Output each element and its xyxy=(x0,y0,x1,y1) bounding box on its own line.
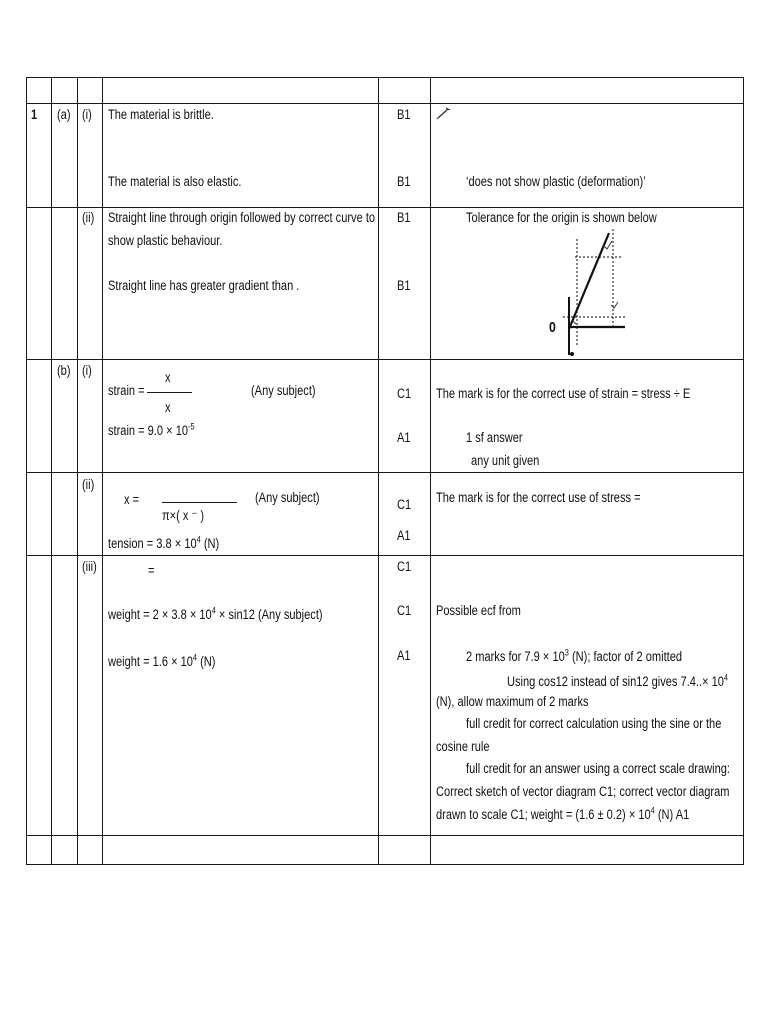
subpart-label-a-i: (i) xyxy=(82,107,92,122)
stress-eq-lhs: x = xyxy=(124,492,140,507)
table-rule xyxy=(26,555,743,556)
answer-a-i-1: The material is brittle. xyxy=(108,107,214,122)
table-rule xyxy=(430,77,431,865)
table-rule xyxy=(26,472,743,473)
subpart-label-b-ii: (ii) xyxy=(82,477,95,492)
pencil-icon xyxy=(436,106,452,125)
part-label-b: (b) xyxy=(57,363,71,378)
weight-result: weight = $1.6 \times 10^4$ (N) xyxy=(108,652,216,669)
guidance-b-i-3: any unit given xyxy=(471,453,540,468)
mark-a-ii-1: B1 xyxy=(397,210,411,225)
strain-lhs: strain = xyxy=(108,383,145,398)
guidance-b-iii-cos-line2: (N), allow maximum of 2 marks xyxy=(436,694,589,709)
table-rule xyxy=(26,359,743,360)
part-label-a: (a) xyxy=(57,107,71,122)
tension-result: tension = $3.8 \times 10^4$ (N) xyxy=(108,534,220,551)
mark-a-ii-2: B1 xyxy=(397,278,411,293)
any-subject-b-i: (Any subject) xyxy=(251,383,316,398)
guidance-a-i: ‘does not show plastic (deformation)’ xyxy=(466,174,646,189)
guidance-b-i-1: The mark is for the correct use of strain = stress ÷ E xyxy=(436,386,691,401)
guidance-b-iii-full1-line2: cosine rule xyxy=(436,739,490,754)
any-subject-b-ii: (Any subject) xyxy=(255,490,320,505)
sketch-origin-label: 0 xyxy=(549,319,556,336)
mark-b-i-1: C1 xyxy=(397,386,412,401)
answer-a-ii-1-line2: show plastic behaviour. xyxy=(108,233,223,248)
strain-result: strain = $9.0 \times 10^{-5}$ xyxy=(108,421,195,438)
weight-equation: weight = $2 \times 3.8 \times 10^4 \times \sin 12$ (Any subject) xyxy=(108,605,323,622)
subpart-label-b-iii: (iii) xyxy=(82,559,97,574)
guidance-b-iii-2marks: 2 marks for $7.9 \times 10^3$ (N); factor of 2 omitted xyxy=(466,647,683,664)
guidance-b-iii-full2-line2: Correct sketch of vector diagram C1; correct vector diagram xyxy=(436,784,730,799)
table-rule xyxy=(26,835,743,836)
mark-b-iii-2: C1 xyxy=(397,603,412,618)
guidance-a-ii: Tolerance for the origin is shown below xyxy=(466,210,657,225)
table-rule xyxy=(26,103,743,104)
mark-b-iii-1: C1 xyxy=(397,559,412,574)
fraction-bar xyxy=(162,502,237,503)
guidance-b-i-2: 1 sf answer xyxy=(466,430,523,445)
table-rule xyxy=(102,77,103,865)
answer-a-i-2: The material is also elastic. xyxy=(108,174,242,189)
guidance-b-iii-full2-line3: drawn to scale C1; weight = $(1.6 \pm 0.2) \times 10^4$ (N) A1 xyxy=(436,805,690,822)
table-rule xyxy=(77,77,78,865)
origin-tolerance-sketch xyxy=(545,227,630,357)
question-number: 1 xyxy=(31,107,38,122)
guidance-b-ii: The mark is for the correct use of stress = xyxy=(436,490,641,505)
answer-a-ii-2: Straight line has greater gradient than . xyxy=(108,278,300,293)
table-rule xyxy=(26,207,743,208)
subpart-label-b-i: (i) xyxy=(82,363,92,378)
strain-frac-numerator: x xyxy=(165,370,171,385)
mark-a-i-2: B1 xyxy=(397,174,411,189)
answer-a-ii-1-line1: Straight line through origin followed by correct curve to xyxy=(108,210,376,225)
table-rule xyxy=(743,77,744,865)
guidance-b-iii-full2: full credit for an answer using a correct scale drawing: xyxy=(466,761,730,776)
subpart-label-a-ii: (ii) xyxy=(82,210,95,225)
mark-a-i-1: B1 xyxy=(397,107,411,122)
table-rule xyxy=(26,77,743,78)
table-rule xyxy=(51,77,52,865)
table-rule xyxy=(26,77,27,865)
strain-frac-denominator: x xyxy=(165,400,171,415)
table-rule xyxy=(26,864,743,865)
equation-b-iii-1: = xyxy=(148,563,155,578)
mark-b-i-2: A1 xyxy=(397,430,411,445)
fraction-bar xyxy=(147,392,192,393)
mark-b-iii-3: A1 xyxy=(397,648,411,663)
mark-b-ii-2: A1 xyxy=(397,528,411,543)
guidance-b-iii-possible: Possible ecf from xyxy=(436,603,521,618)
table-rule xyxy=(378,77,379,865)
guidance-b-iii-cos: Using cos12 instead of sin12 gives $7.4..\times 10^4$ xyxy=(507,672,729,689)
stress-eq-denominator: π×( x ⁻ ) xyxy=(162,508,205,523)
mark-b-ii-1: C1 xyxy=(397,497,412,512)
guidance-b-iii-full1: full credit for correct calculation using the sine or the xyxy=(466,716,722,731)
